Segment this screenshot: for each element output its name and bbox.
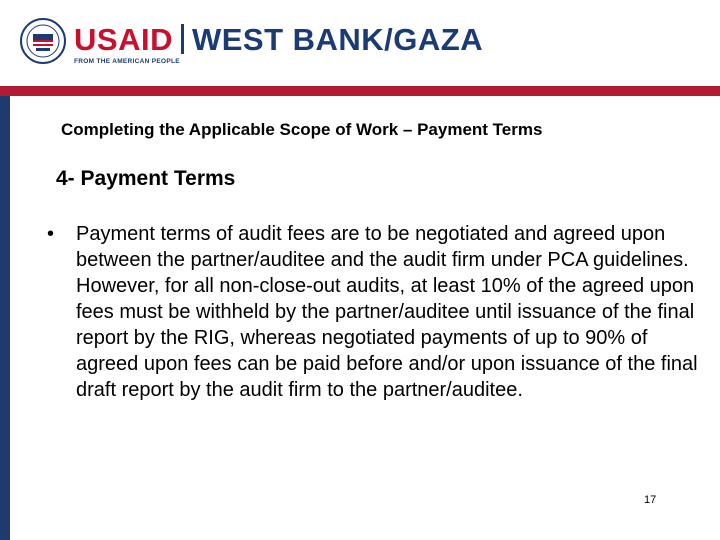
header-banner xyxy=(0,0,720,86)
page-number: 17 xyxy=(644,494,657,506)
slide-title: Completing the Applicable Scope of Work – Payment Terms xyxy=(61,120,543,139)
bullet-item: • Payment terms of audit fees are to be negotiated and agreed upon between the partner/auditee and the audit firm under PCA guidelines. However, for all non-close-out audits, at least 10% of the agreed upon fees must be withheld by the partner/auditee until issuance of the final report by the RIG, whereas negotiated payments of up to 90% of agreed upon fees can be paid before and/or upon issuance of the final draft report by the audit firm to the partner/auditee. xyxy=(47,221,707,403)
section-heading: 4- Payment Terms xyxy=(56,167,236,190)
header-accent-bar xyxy=(0,86,720,96)
usaid-seal-icon xyxy=(20,18,66,64)
left-sidebar-bar xyxy=(0,96,10,540)
brand-usaid: USAID xyxy=(74,22,173,57)
brand-tagline: FROM THE AMERICAN PEOPLE xyxy=(74,58,180,65)
brand-wordmark xyxy=(74,24,483,56)
bullet-list xyxy=(47,221,707,403)
brand-divider xyxy=(181,24,184,54)
brand-region: WEST BANK/GAZA xyxy=(191,22,484,57)
